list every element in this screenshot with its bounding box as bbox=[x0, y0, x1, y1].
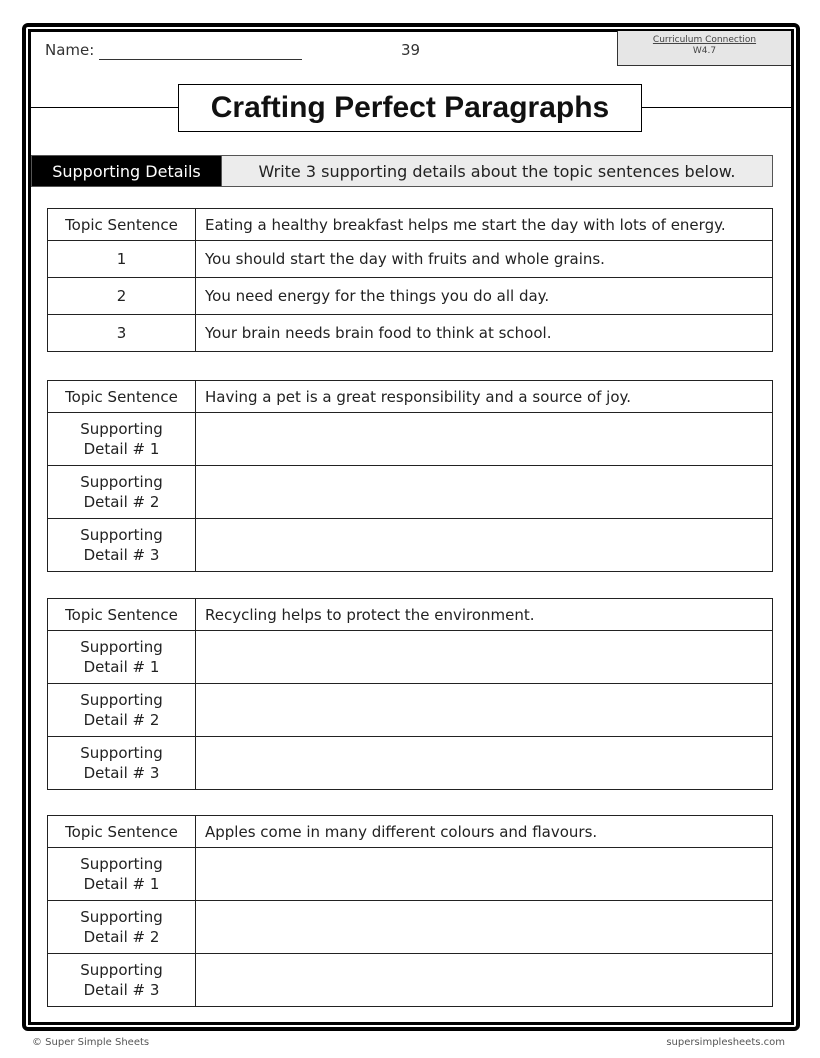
detail-answer-field[interactable] bbox=[196, 413, 773, 466]
footer-copyright: © Super Simple Sheets bbox=[32, 1037, 150, 1048]
row-label-line2: Detail # 2 bbox=[83, 493, 160, 511]
topic-row bbox=[48, 209, 773, 241]
detail-answer-field[interactable] bbox=[196, 466, 773, 519]
table-row bbox=[48, 684, 773, 737]
row-label-line2: Detail # 3 bbox=[83, 546, 160, 564]
topic-sentence: Recycling helps to protect the environment. bbox=[196, 599, 773, 631]
table-row bbox=[48, 315, 773, 352]
table-row bbox=[48, 631, 773, 684]
detail-answer-field[interactable] bbox=[196, 519, 773, 572]
table-row bbox=[48, 901, 773, 954]
topic-sentence: Eating a healthy breakfast helps me start the day with lots of energy. bbox=[196, 209, 773, 241]
row-label-line2: Detail # 3 bbox=[83, 981, 160, 999]
name-label: Name: bbox=[45, 41, 95, 59]
table-row bbox=[48, 278, 773, 315]
footer-website: supersimplesheets.com bbox=[666, 1037, 785, 1048]
row-label bbox=[48, 901, 196, 954]
detail-answer-field[interactable] bbox=[196, 684, 773, 737]
row-label: 1 bbox=[48, 241, 196, 278]
row-label bbox=[48, 684, 196, 737]
row-label-line2: Detail # 2 bbox=[83, 928, 160, 946]
row-label-line1: Supporting bbox=[80, 420, 163, 438]
row-label-line2: Detail # 2 bbox=[83, 711, 160, 729]
detail-text: You should start the day with fruits and whole grains. bbox=[196, 241, 773, 278]
page-number: 39 bbox=[401, 41, 421, 59]
detail-answer-field[interactable] bbox=[196, 901, 773, 954]
curriculum-connection-box bbox=[617, 31, 791, 66]
row-label: 2 bbox=[48, 278, 196, 315]
row-label-line1: Supporting bbox=[80, 638, 163, 656]
row-label bbox=[48, 737, 196, 790]
row-label bbox=[48, 954, 196, 1007]
row-label bbox=[48, 631, 196, 684]
curriculum-code: W4.7 bbox=[692, 46, 717, 56]
detail-answer-field[interactable] bbox=[196, 631, 773, 684]
worksheet-table-4 bbox=[47, 815, 773, 1007]
curriculum-connection-title: Curriculum Connection bbox=[652, 35, 757, 45]
row-label-line1: Supporting bbox=[80, 691, 163, 709]
table-row bbox=[48, 241, 773, 278]
topic-row bbox=[48, 381, 773, 413]
table-row bbox=[48, 954, 773, 1007]
table-row bbox=[48, 519, 773, 572]
row-label bbox=[48, 466, 196, 519]
detail-text: Your brain needs brain food to think at school. bbox=[196, 315, 773, 352]
row-label bbox=[48, 848, 196, 901]
table-row bbox=[48, 848, 773, 901]
topic-label: Topic Sentence bbox=[48, 209, 196, 241]
row-label: 3 bbox=[48, 315, 196, 352]
section-label: Supporting Details bbox=[32, 156, 221, 186]
topic-label: Topic Sentence bbox=[48, 816, 196, 848]
page-title: Crafting Perfect Paragraphs bbox=[178, 84, 642, 132]
table-row bbox=[48, 737, 773, 790]
topic-sentence: Having a pet is a great responsibility and a source of joy. bbox=[196, 381, 773, 413]
row-label-line2: Detail # 1 bbox=[83, 658, 160, 676]
worksheet-table-1 bbox=[47, 208, 773, 352]
detail-answer-field[interactable] bbox=[196, 848, 773, 901]
worksheet-table-3 bbox=[47, 598, 773, 790]
topic-row bbox=[48, 816, 773, 848]
detail-text: You need energy for the things you do all day. bbox=[196, 278, 773, 315]
row-label bbox=[48, 519, 196, 572]
topic-row bbox=[48, 599, 773, 631]
row-label bbox=[48, 413, 196, 466]
instructions-bar bbox=[31, 155, 773, 187]
row-label-line1: Supporting bbox=[80, 855, 163, 873]
row-label-line2: Detail # 3 bbox=[83, 764, 160, 782]
table-row bbox=[48, 466, 773, 519]
detail-answer-field[interactable] bbox=[196, 737, 773, 790]
topic-label: Topic Sentence bbox=[48, 381, 196, 413]
row-label-line1: Supporting bbox=[80, 961, 163, 979]
row-label-line1: Supporting bbox=[80, 473, 163, 491]
worksheet-table-2 bbox=[47, 380, 773, 572]
topic-label: Topic Sentence bbox=[48, 599, 196, 631]
row-label-line1: Supporting bbox=[80, 744, 163, 762]
table-row bbox=[48, 413, 773, 466]
name-field[interactable] bbox=[99, 59, 302, 60]
row-label-line2: Detail # 1 bbox=[83, 875, 160, 893]
row-label-line1: Supporting bbox=[80, 526, 163, 544]
row-label-line2: Detail # 1 bbox=[83, 440, 160, 458]
detail-answer-field[interactable] bbox=[196, 954, 773, 1007]
row-label-line1: Supporting bbox=[80, 908, 163, 926]
topic-sentence: Apples come in many different colours and flavours. bbox=[196, 816, 773, 848]
instructions-text: Write 3 supporting details about the topic sentences below. bbox=[221, 156, 772, 186]
